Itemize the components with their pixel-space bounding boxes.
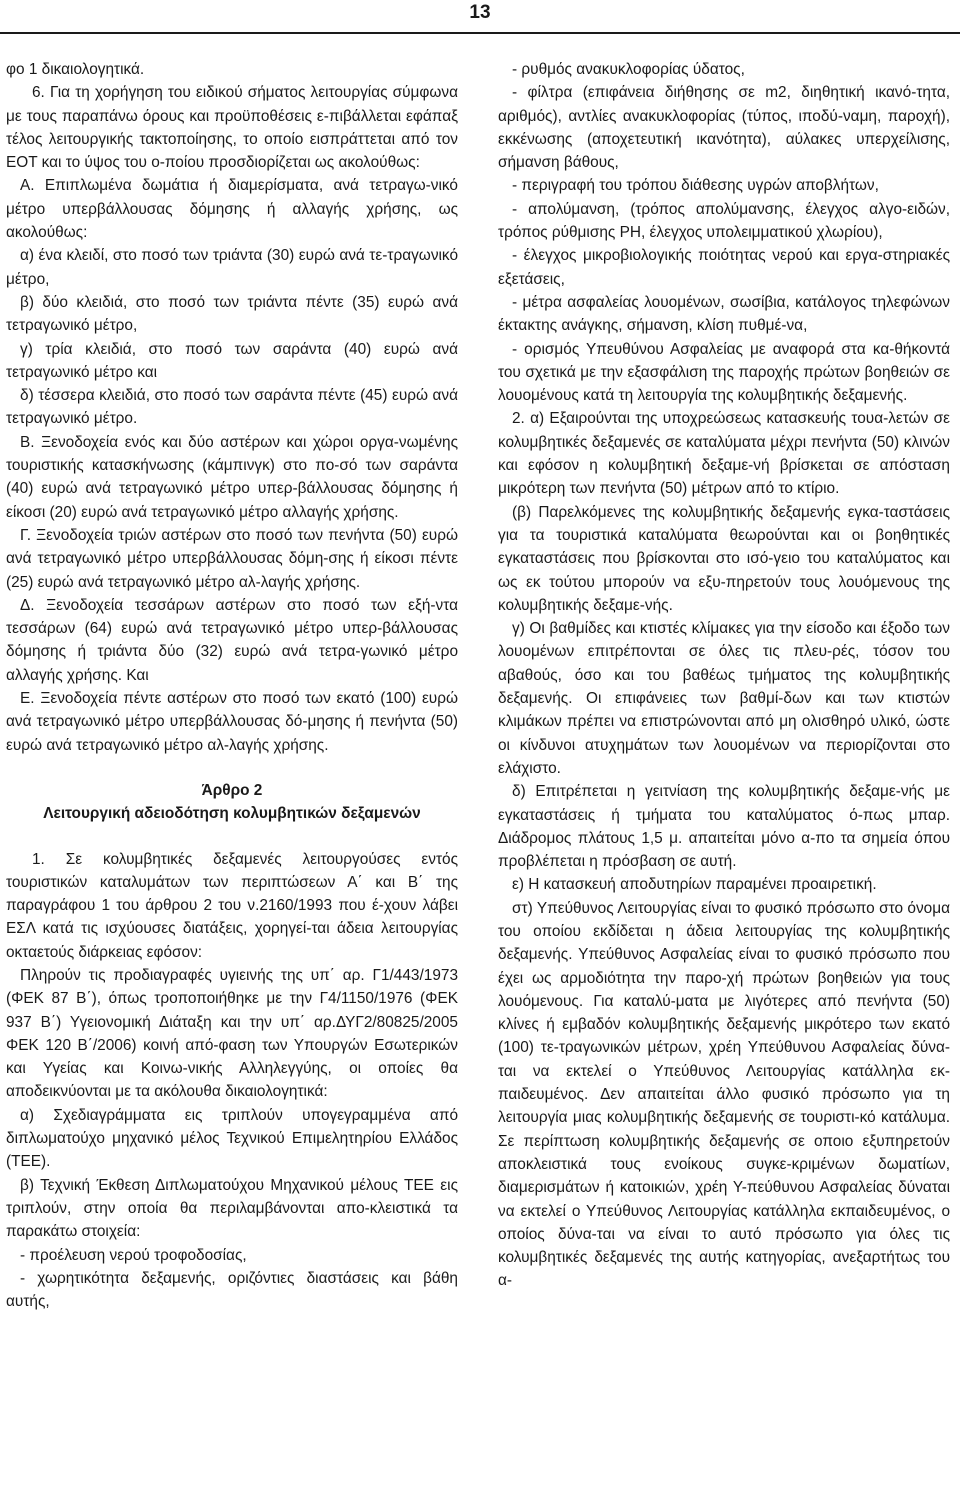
list-item: - ρυθμός ανακυκλοφορίας ύδατος, <box>512 61 745 78</box>
paragraph: 6. Για τη χορήγηση του ειδικού σήματος λειτουργίας σύμφωνα με τους παραπάνω όρους και προϋποθέσεις ε-πιβάλλεται εφάπαξ τέλος λειτουργικής τακτοποίησης, το οποίο εισπράττεται από τον ΕΟΤ και το ύψος του ο-ποίου προσδιορίζεται ως ακολούθως: <box>6 84 458 172</box>
paragraph: α) Σχεδιαγράμματα εις τριπλούν υπογεγραμμένα από διπλωματούχο μηχανικό μέλος Τεχνικού Επιμελητηρίου Ελλάδος (ΤΕΕ). <box>6 1106 458 1171</box>
paragraph: Β. Ξενοδοχεία ενός και δύο αστέρων και χώροι οργα-νωμένης τουριστικής κατασκήνωσης (κάμπινγκ) στο πο-σό των σαράντα (40) ευρώ ανά τετραγωνικό μέτρο υπερ-βάλλουσας δόμησης ή είκοσι (20) ευρώ ανά τετραγωνικό μέτρο αλλαγής χρήσης. <box>6 433 458 521</box>
article-number: Άρθρο 2 <box>201 781 263 799</box>
paragraph: γ) τρία κλειδιά, στο ποσό των σαράντα (40) ευρώ ανά τετραγωνικό μέτρο και <box>6 340 458 381</box>
paragraph: φο 1 δικαιολογητικά. <box>6 61 145 78</box>
list-item: - μέτρα ασφαλείας λουομένων, σωσίβια, κατάλογος τηλεφώνων έκτακτης ανάγκης, σήμανση, κλίση πυθμέ-να, <box>498 293 950 335</box>
paragraph: β) δύο κλειδιά, στο ποσό των τριάντα πέντε (35) ευρώ ανά τετραγωνικό μέτρο, <box>6 293 458 335</box>
paragraph: 2. α) Εξαιρούνται της υποχρεώσεως κατασκευής τουα-λετών σε κολυμβητικές δεξαμενές σε καταλύματα μέχρι πενήντα (50) κλινών και εφόσον η κολυμβητική δεξαμε-νή βρίσκεται σε απόσταση μικρότερη των πενήντα (50) μέτρων από το κτίριο. <box>498 410 950 498</box>
paragraph: β) Τεχνική Έκθεση Διπλωματούχου Μηχανικού μέλους ΤΕΕ εις τριπλούν, στην οποία θα περιλαμβάνονται απο-κλειστικά τα παρακάτω στοιχεία: <box>6 1176 458 1241</box>
article-title: Λειτουργική αδειοδότηση κολυμβητικών δεξαμενών <box>43 805 421 823</box>
list-item: - φίλτρα (επιφάνεια διήθησης σε m2, διηθητική ικανό-τητα, αριθμός), αντλίες ανακυκλοφορίας (τύπος, ιποδύ-ναμη, παροχή), εκκένωσης (αποχετευτική ικανότητα), αύλακες υπερχείλισης, σήμανση βάθους, <box>498 84 950 172</box>
list-item: - απολύμανση, (τρόπος απολύμανσης, έλεγχος αλγο-ειδών, τρόπος ρύθμισης PH, έλεγχος υπολειμματικού χλωρίου), <box>498 200 950 242</box>
paragraph: Ε. Ξενοδοχεία πέντε αστέρων στο ποσό των εκατό (100) ευρώ ανά τετραγωνικό μέτρο υπερβάλλουσας δό-μησης ή πενήντα (50) ευρώ ανά τετραγωνικό μέτρο αλ-λαγής χρήσης. <box>6 690 458 754</box>
right-column <box>498 58 950 1293</box>
paragraph: ε) Η κατασκευή αποδυτηρίων παραμένει προαιρετική. <box>512 876 877 894</box>
left-column <box>6 58 458 1313</box>
paragraph: Δ. Ξενοδοχεία τεσσάρων αστέρων στο ποσό των εξή-ντα τεσσάρων (64) ευρώ ανά τετραγωνικό μέτρο υπερ-βάλλουσας δόμησης ή τριάντα δύο (32) ευρώ ανά τετρα-γωνικό μέτρο αλλαγής χρήσης. Και <box>6 596 458 684</box>
list-item: - ορισμός Υπευθύνου Ασφαλείας με αναφορά στα κα-θήκοντά του σχετικά με την εξασφάλιση της παροχής πρώτων βοηθειών σε λουομένους κατά τη λειτουργία της κολυμβητικής δεξαμενής. <box>498 340 950 405</box>
paragraph: 1. Σε κολυμβητικές δεξαμενές λειτουργούσες εντός τουριστικών καταλυμάτων των περιπτώσεων Α΄ και Β΄ της παραγράφου 1 του άρθρου 2 του ν.2160/1993 που έ-χουν λάβει ΕΣΛ κατά τις ισχύουσες διατάξεις, χορηγεί-ται άδεια λειτουργίας οκταετούς διάρκειας εφόσον: <box>6 850 458 961</box>
list-item: - έλεγχος μικροβιολογικής ποιότητας νερού και εργα-στηριακές εξετάσεις, <box>498 247 950 288</box>
paragraph: γ) Οι βαθμίδες και κτιστές κλίμακες για την είσοδο και έξοδο των λουομένων επιτρέπονται σε όλες τις πλευ-ρές, τόσον του αβαθούς, όσο και του βαθέως τμήματος της κολυμβητικής δεξαμενής. Οι επιφάνειες των βαθμί-δων και των κτιστών κλιμάκων πρέπει να επιστρώνονται από μη ολισθηρό υλικό, ώστε οι κίνδυνοι ατυχημάτων των λουομένων να περιορίζονται στο ελάχιστο. <box>498 620 950 777</box>
paragraph: δ) τέσσερα κλειδιά, στο ποσό των σαράντα πέντε (45) ευρώ ανά τετραγωνικό μέτρο. <box>6 387 458 428</box>
header-rule <box>0 32 960 34</box>
list-item: - περιγραφή του τρόπου διάθεσης υγρών αποβλήτων, <box>512 177 879 195</box>
paragraph: Πληρούν τις προδιαγραφές υγιεινής της υπ΄ αρ. Γ1/443/1973 (ΦΕΚ 87 Β΄), όπως τροποποιήθηκε με την Γ4/1150/1976 (ΦΕΚ 937 Β΄) Υγειονομική Διάταξη και την υπ΄ αρ.ΔΥΓ2/80825/2005 ΦΕΚ 120 Β΄/2006) κοινή από-φαση των Υπουργών Εσωτερικών και Υγείας και Κοινω-νικής Αλληλεγγύης, οι οποίες θα αποδεικνύονται με τα ακόλουθα δικαιολογητικά: <box>6 966 458 1101</box>
paragraph: δ) Επιτρέπεται η γειτνίαση της κολυμβητικής δεξαμε-νής με εγκαταστάσεις ή τμήματα του καταλύματος ό-πως μπαρ. Διάδρομος πλάτους 1,5 μ. απαιτείται μόνο α-πο τα σημεία όπου προβλέπεται η πρόσβαση σε αυτή. <box>498 783 950 871</box>
page-number: 13 <box>469 2 491 23</box>
list-item: - προέλευση νερού τροφοδοσίας, <box>20 1246 247 1264</box>
paragraph: (β) Παρελκόμενες της κολυμβητικής δεξαμενής εγκα-ταστάσεις για τα τουριστικά καταλύματα θεωρούνται και οι βοηθητικές εγκαταστάσεις που βρίσκονται στο ισό-γειο του καταλύματος και ως εκ τούτου μπορούν να εξυ-πηρετούν τους λουόμενους της κολυμβητικής δεξαμε-νής. <box>498 503 950 614</box>
paragraph: στ) Υπεύθυνος Λειτουργίας είναι το φυσικό πρόσωπο στο όνομα του οποίου εκδίδεται η άδεια λειτουργίας της κολυμβητικής δεξαμενής. Υπεύθυνος Ασφαλείας είναι το φυσικό πρόσωπο που έχει ως αρμοδιότητα την παρο-χή πρώτων βοηθειών για τους λουόμενους. Για καταλύ-ματα με λιγότερες από πενήντα (50) κλίνες ή εμβαδόν κολυμβητικής δεξαμενής μικρότερο των εκατό (100) τε-τραγωνικών μέτρων, χρέη Υπεύθυνου Ασφαλείας δύνα-ται να εκτελεί ο Υπεύθυνος Λειτουργίας κατάλληλα εκ-παιδευμένος. Δεν απαιτείται άλλο φυσικό πρόσωπο για τη λειτουργία μιας κολυμβητικής δεξαμενής σε τουριστι-κό κατάλυμα. Σε περίπτωση κολυμβητικής δεξαμενής σε οποιο εξυπηρετούν αποκλειστικά τους ενοίκους συγκε-κριμένων δωματίων, διαμερισμάτων ή κατοικιών, χρέη Υ-πεύθυνου Ασφαλείας δύναται να εκτελεί ο Υπεύθυνος Λειτουργίας κατάλληλα εκπαιδευμένος, ο οποίος δύνα-ται να είναι το αυτό πρόσωπο για όλες τις κολυμβητικές δεξαμενές της αυτής κατηγορίας, ανεξαρτήτως του α- <box>498 899 950 1290</box>
paragraph: Γ. Ξενοδοχεία τριών αστέρων στο ποσό των πενήντα (50) ευρώ ανά τετραγωνικό μέτρο υπερβάλλουσας δόμη-σης ή είκοσι πέντε (25) ευρώ ανά τετραγωνικό μέτρο αλ-λαγής χρήσης. <box>6 526 458 591</box>
paragraph: Α. Επιπλωμένα δωμάτια ή διαμερίσματα, ανά τετραγω-νικό μέτρο υπερβάλλουσας δόμησης ή αλλαγής χρήσης, ως ακολούθως: <box>6 177 458 242</box>
list-item: - χωρητικότητα δεξαμενής, οριζόντιες διαστάσεις και βάθη αυτής, <box>6 1269 458 1311</box>
paragraph: α) ένα κλειδί, στο ποσό των τριάντα (30) ευρώ ανά τε-τραγωνικό μέτρο, <box>6 247 458 288</box>
